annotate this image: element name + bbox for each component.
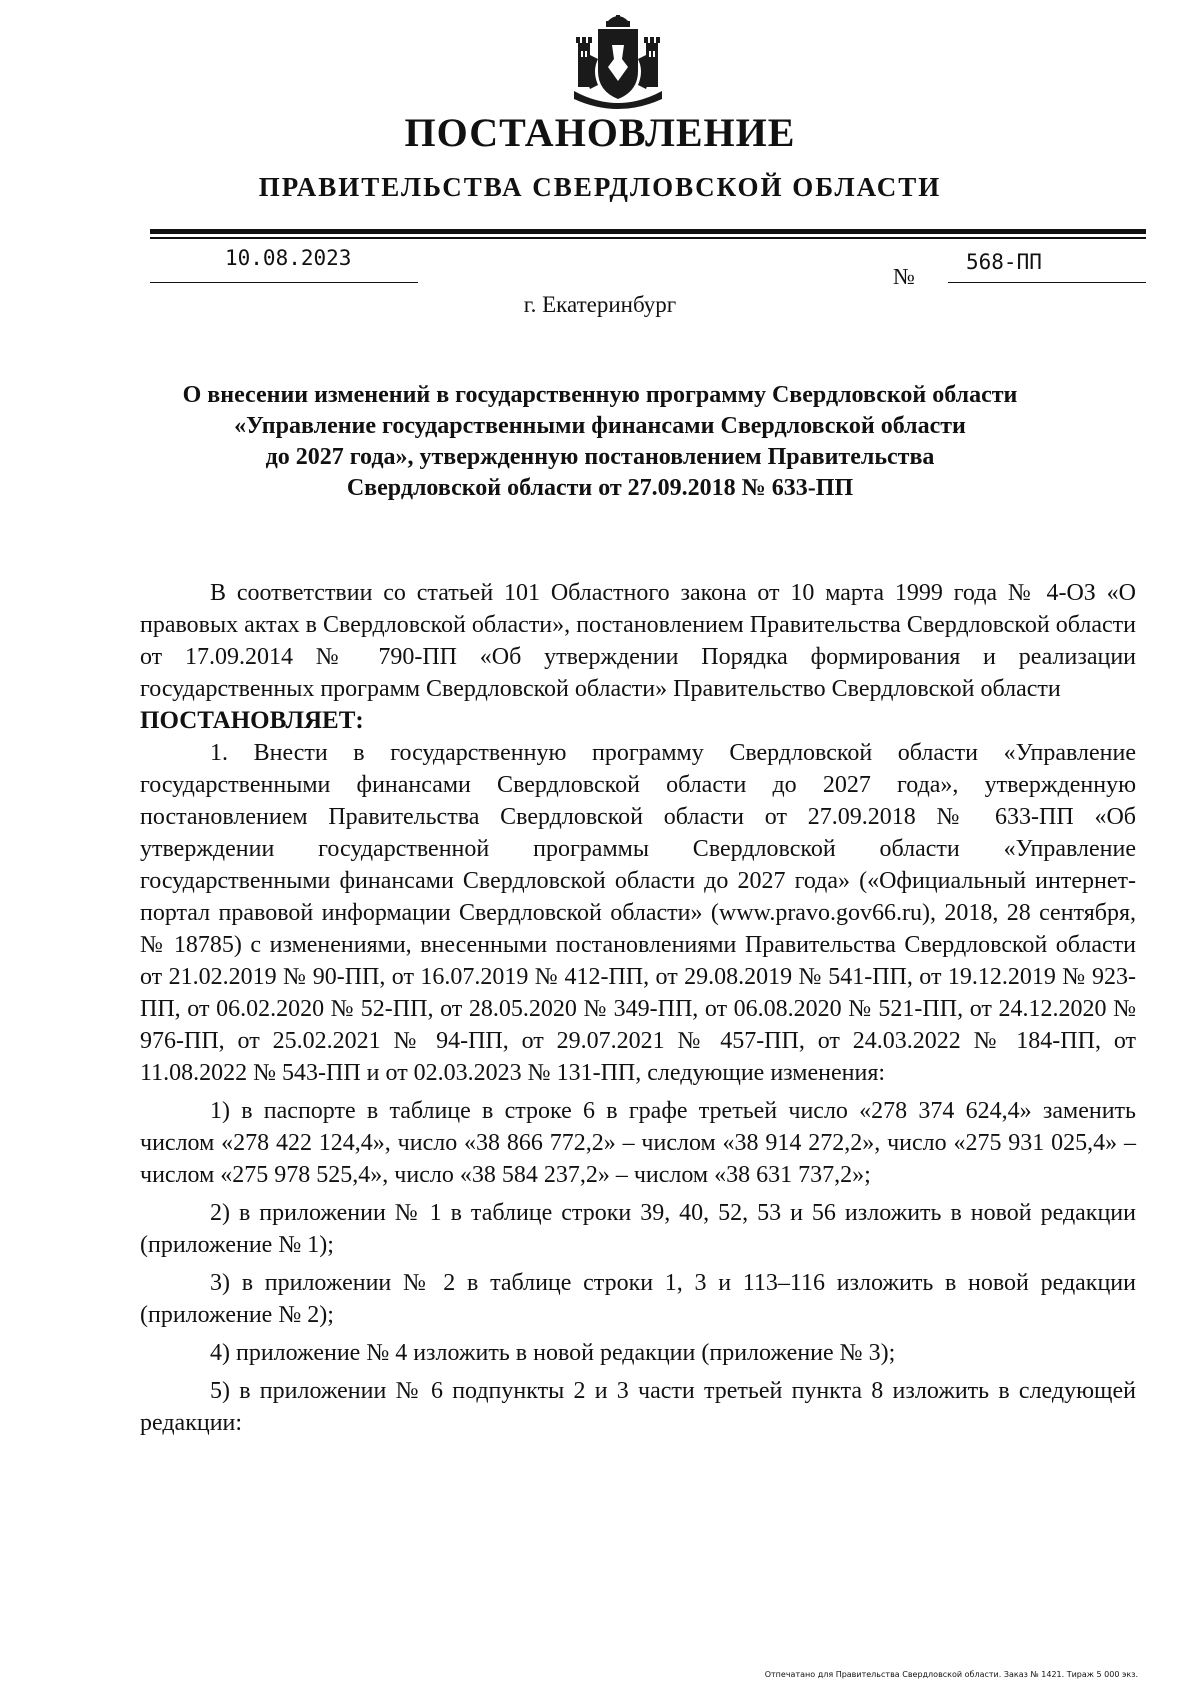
issue-city: г. Екатеринбург (523, 292, 677, 317)
document-title (140, 380, 1060, 504)
print-note: Отпечатано для Правительства Свердловской области. Заказ № 1421. Тираж 5 000 экз. (764, 1670, 1138, 1679)
title-line: до 2027 года», утвержденную постановлением Правительства (265, 444, 935, 470)
preamble-paragraph: В соответствии со статьей 101 Областного закона от 10 марта 1999 года № 4-ОЗ «О правовых актах в Свердловской области», постановлением Правительства Свердловской области от 17.09.2014 № 790-ПП «Об утверждении Порядка формирования и реализации государственных программ Свердловской области» Правительство Свердловской области (140, 580, 1136, 702)
document-body (140, 577, 1136, 1439)
document-type: ПОСТАНОВЛЕНИЕ (404, 110, 796, 155)
subitem-5-paragraph: 5) в приложении № 6 подпункты 2 и 3 части третьей пункта 8 изложить в следующей редакции: (140, 1378, 1136, 1436)
document-number: 568-ПП (966, 250, 1042, 274)
item-1-paragraph: 1. Внести в государственную программу Свердловской области «Управление государственными финансами Свердловской области до 2027 года», утвержденную постановлением Правительства Свердловской области от 27.09.2018 № 633-ПП «Об утверждении государственной программы Свердловской области «Управление государственными финансами Свердловской области до 2027 года» («Официальный интернет-портал правовой информации Свердловской области» (www.pravo.gov66.ru), 2018, 28 сентября, № 18785) с изменениями, внесенными постановлениями Правительства Свердловской области от 21.02.2019 № 90-ПП, от 16.07.2019 № 412-ПП, от 29.08.2019 № 541-ПП, от 19.12.2019 № 923-ПП, от 06.02.2020 № 52-ПП, от 28.05.2020 № 349-ПП, от 06.08.2020 № 521-ПП, от 24.12.2020 № 976-ПП, от 25.02.2021 № 94-ПП, от 29.07.2021 № 457-ПП, от 24.03.2022 № 184-ПП, от 11.08.2022 № 543-ПП и от 02.03.2023 № 131-ПП, следующие изменения: (140, 740, 1136, 1086)
title-line: О внесении изменений в государственную программу Свердловской области (182, 382, 1018, 408)
title-line: Свердловской области от 27.09.2018 № 633-ПП (346, 475, 854, 501)
header-rule-thick (150, 229, 1146, 234)
title-line: «Управление государственными финансами Свердловской области (234, 413, 966, 439)
subitem-3-paragraph: 3) в приложении № 2 в таблице строки 1, 3 и 113–116 изложить в новой редакции (приложение № 2); (140, 1270, 1136, 1328)
document-date: 10.08.2023 (225, 246, 352, 270)
number-underline (948, 282, 1146, 283)
coat-of-arms-emblem (568, 15, 668, 113)
date-underline (150, 282, 418, 283)
subitem-2-paragraph: 2) в приложении № 1 в таблице строки 39, 40, 52, 53 и 56 изложить в новой редакции (приложение № 1); (140, 1200, 1136, 1258)
issuing-authority: ПРАВИТЕЛЬСТВА СВЕРДЛОВСКОЙ ОБЛАСТИ (258, 172, 942, 202)
subitem-1-paragraph: 1) в паспорте в таблице в строке 6 в графе третьей число «278 374 624,4» заменить числом «278 422 124,4», число «38 866 772,2» – числом «38 914 272,2», число «275 931 025,4» – числом «275 978 525,4», число «38 584 237,2» – числом «38 631 737,2»; (140, 1098, 1136, 1188)
subitem-4-paragraph: 4) приложение № 4 изложить в новой редакции (приложение № 3); (210, 1340, 896, 1366)
number-sign: № (893, 264, 915, 289)
resolve-heading: ПОСТАНОВЛЯЕТ: (140, 707, 364, 734)
header-rule-thin (150, 237, 1146, 239)
